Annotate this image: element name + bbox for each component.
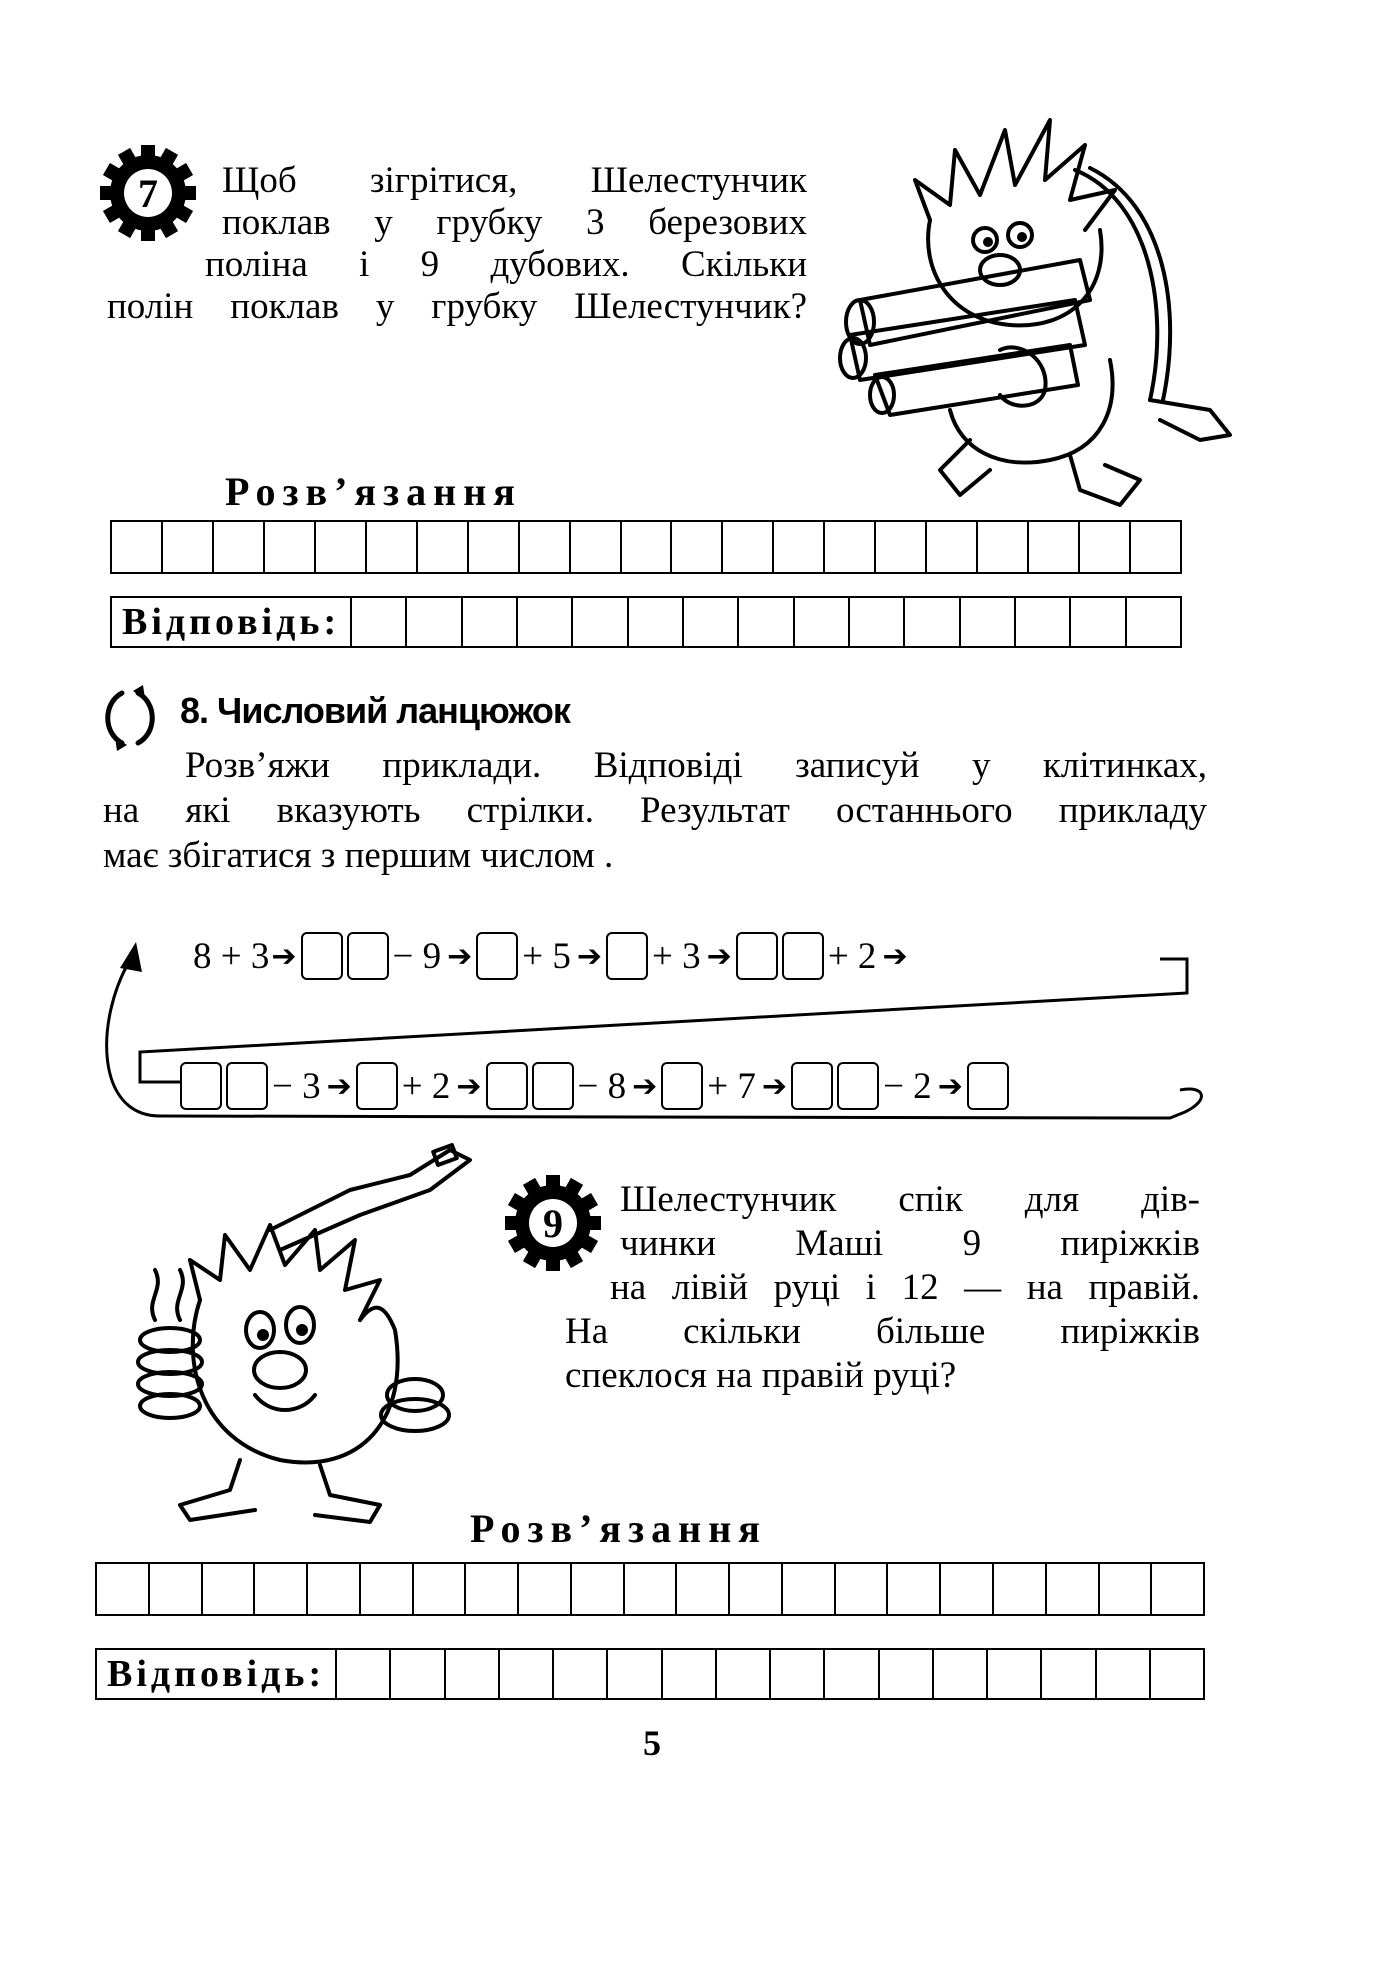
grid-cell[interactable]: [572, 1564, 625, 1614]
right-arrow-icon: ➔: [576, 938, 603, 974]
grid-cell[interactable]: [500, 1650, 554, 1698]
grid-cell[interactable]: [391, 1650, 445, 1698]
section-8-line: має збігатися з першим числом .: [103, 835, 614, 876]
problem-7-line: поліна і 9 дубових. Скільки: [205, 244, 807, 285]
answer-box[interactable]: [476, 932, 518, 980]
grid-cell[interactable]: [554, 1650, 608, 1698]
grid-cell[interactable]: [677, 1564, 730, 1614]
grid-cell[interactable]: [1100, 1564, 1153, 1614]
section-8-line: Розв’яжи приклади. Відповіді записуй у клітинках,: [185, 745, 1207, 786]
grid-cell[interactable]: [783, 1564, 836, 1614]
grid-cell[interactable]: [663, 1650, 717, 1698]
grid-cell[interactable]: [446, 1650, 500, 1698]
grid-cell[interactable]: [1151, 1650, 1203, 1698]
right-arrow-icon: ➔: [456, 1068, 482, 1104]
answer-label: Відповідь:: [112, 598, 352, 646]
chain-operation: − 9: [392, 935, 442, 977]
answer-box[interactable]: [226, 1062, 268, 1110]
chain-operation: − 3: [272, 1065, 321, 1107]
problem-7-line: Щоб зігрітися, Шелестунчик: [222, 160, 807, 201]
answer-box[interactable]: [486, 1062, 528, 1110]
chain-operation: + 7: [707, 1065, 756, 1107]
grid-cell[interactable]: [625, 1564, 678, 1614]
answer-box-pair[interactable]: [180, 1062, 268, 1110]
problem-7-solution-heading: Розв’язання: [225, 469, 522, 514]
problem-7-number: 7: [138, 170, 158, 216]
answer-box[interactable]: [736, 932, 778, 980]
answer-box[interactable]: [347, 932, 389, 980]
grid-cell[interactable]: [466, 1564, 519, 1614]
grid-cell[interactable]: [203, 1564, 256, 1614]
problem-7-line: полін поклав у грубку Шелестунчик?: [107, 286, 807, 327]
answer-box-pair[interactable]: [486, 1062, 574, 1110]
grid-cell[interactable]: [337, 1650, 391, 1698]
grid-cell[interactable]: [1042, 1650, 1096, 1698]
grid-cell[interactable]: [771, 1650, 825, 1698]
grid-cell[interactable]: [836, 1564, 889, 1614]
section-8-line: на які вказують стрілки. Результат останнього прикладу: [103, 790, 1207, 831]
problem-9-line: спеклося на правій руці?: [565, 1355, 957, 1396]
answer-label: Відповідь:: [97, 1650, 337, 1698]
chain-operation: − 2: [883, 1065, 932, 1107]
chain-operation: + 2: [401, 1065, 451, 1107]
answer-box[interactable]: [661, 1062, 703, 1110]
grid-cell[interactable]: [519, 1564, 572, 1614]
chain-start-expression: 8 + 3: [193, 935, 270, 977]
chain-operation: + 2: [827, 935, 877, 977]
grid-cell[interactable]: [1097, 1650, 1151, 1698]
grid-cell[interactable]: [97, 1564, 150, 1614]
grid-cell[interactable]: [1152, 1564, 1203, 1614]
chain-operation: − 8: [577, 1065, 627, 1107]
grid-cell[interactable]: [988, 1650, 1042, 1698]
answer-box[interactable]: [837, 1062, 879, 1110]
problem-9-line: чинки Маші 9 пиріжків: [620, 1223, 1200, 1264]
section-8-title: 8. Числовий ланцюжок: [180, 690, 570, 731]
answer-box[interactable]: [967, 1062, 1009, 1110]
grid-cell[interactable]: [888, 1564, 941, 1614]
answer-box[interactable]: [356, 1062, 398, 1110]
grid-cell[interactable]: [414, 1564, 467, 1614]
problem-9-line: на лівій руці і 12 — на правій.: [610, 1267, 1200, 1308]
character-with-pies-illustration: [130, 1130, 510, 1530]
answer-box[interactable]: [791, 1062, 833, 1110]
answer-box[interactable]: [301, 932, 343, 980]
page-number: 5: [643, 1723, 661, 1763]
grid-cell[interactable]: [717, 1650, 771, 1698]
grid-cell[interactable]: [825, 1650, 879, 1698]
right-arrow-icon: ➔: [937, 1068, 963, 1104]
answer-box[interactable]: [782, 932, 824, 980]
grid-cell[interactable]: [730, 1564, 783, 1614]
grid-cell[interactable]: [994, 1564, 1047, 1614]
answer-box[interactable]: [606, 932, 648, 980]
grid-cell[interactable]: [1047, 1564, 1100, 1614]
grid-cell[interactable]: [308, 1564, 361, 1614]
answer-box[interactable]: [532, 1062, 574, 1110]
grid-cell[interactable]: [934, 1650, 988, 1698]
problem-7-line: поклав у грубку 3 березових: [222, 202, 807, 243]
problem-9-line: Шелестунчик спік для дів-: [620, 1179, 1200, 1220]
right-arrow-icon: ➔: [761, 1068, 788, 1104]
chain-operation: + 5: [522, 935, 571, 977]
chain-operation: + 3: [652, 935, 701, 977]
chain-row-1: [193, 932, 912, 980]
problem-9-text: [565, 1178, 1200, 1398]
right-arrow-icon: ➔: [447, 938, 473, 974]
right-arrow-icon: ➔: [882, 938, 908, 974]
problem-9-line: На скільки більше пиріжків: [565, 1311, 1200, 1352]
right-arrow-icon: ➔: [271, 938, 297, 974]
problem-9-solution-grid[interactable]: [95, 1562, 1205, 1616]
problem-9-answer-row[interactable]: [95, 1648, 1205, 1700]
answer-box[interactable]: [180, 1062, 222, 1110]
right-arrow-icon: ➔: [632, 1068, 658, 1104]
grid-cell[interactable]: [608, 1650, 662, 1698]
answer-box-pair[interactable]: [301, 932, 389, 980]
chain-row-2: [180, 1062, 1009, 1110]
right-arrow-icon: ➔: [706, 938, 732, 974]
grid-cell[interactable]: [255, 1564, 308, 1614]
grid-cell[interactable]: [880, 1650, 934, 1698]
answer-box-pair[interactable]: [736, 932, 824, 980]
grid-cell[interactable]: [150, 1564, 203, 1614]
problem-9-solution-heading: Розв’язання: [470, 1506, 767, 1551]
problem-9-number: 9: [543, 1200, 563, 1246]
answer-box-pair[interactable]: [791, 1062, 879, 1110]
right-arrow-icon: ➔: [326, 1068, 352, 1104]
grid-cell[interactable]: [361, 1564, 414, 1614]
grid-cell[interactable]: [941, 1564, 994, 1614]
